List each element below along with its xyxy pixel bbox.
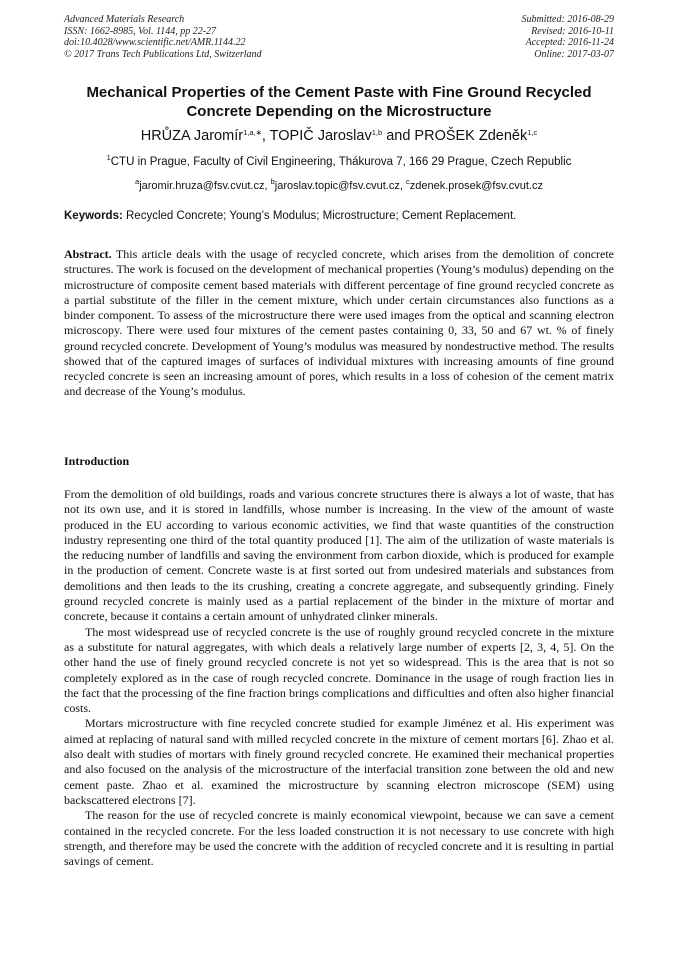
email-separator: , xyxy=(264,180,271,192)
publication-dates xyxy=(522,14,615,60)
affiliation-superscript: 1 xyxy=(106,153,111,162)
author-superscript: 1,c xyxy=(527,128,538,137)
email-link[interactable]: jaroslav.topic@fsv.cvut.cz xyxy=(274,180,400,192)
author-name: PROŠEK Zdeněk xyxy=(414,128,528,144)
email-superscript: a xyxy=(135,177,140,186)
title-line-2: Concrete Depending on the Microstructure xyxy=(186,103,492,120)
doi-link[interactable]: doi:10.4028/www.scientific.net/AMR.1144.22 xyxy=(64,37,246,48)
revised-date: Revised: 2016-10-11 xyxy=(531,25,614,37)
email-superscript: c xyxy=(405,177,410,186)
introduction-heading: Introduction xyxy=(64,454,130,468)
journal-info xyxy=(64,14,262,60)
author-superscript: 1,a,∗ xyxy=(243,128,262,137)
affiliation-text: CTU in Prague, Faculty of Civil Engineering, Thákurova 7, 166 29 Prague, Czech Republic xyxy=(110,156,572,168)
paragraph: The reason for the use of recycled concrete is mainly economical viewpoint, because we can save a cement contained in the recycled concrete. For the less loaded construction it is not necessary to use concrete with high strength, and therefore may be used the concrete with the addition of recycled concrete and it is resulting in partial savings of cement. xyxy=(64,808,614,869)
author-name: TOPIČ Jaroslav xyxy=(269,128,372,144)
author-superscript: 1,b xyxy=(371,128,383,137)
paragraph: The most widespread use of recycled concrete is the use of roughly ground recycled concrete in the mixture as a substitute for natural aggregates, with which deals a relatively large number of experts [2, 3, 4, 5]. On the other hand the use of finely ground recycled concrete is not yet so widespread. This is the area that is not so completely explored as in the case of rough recycled concrete. Dominance in the usage of rough fraction lies in the fact that the processing of the fine fraction brings complications and difficulties and often also higher financial costs. xyxy=(64,624,614,716)
journal-name: Advanced Materials Research xyxy=(64,14,185,25)
accepted-date: Accepted: 2016-11-24 xyxy=(525,37,614,48)
copyright: © 2017 Trans Tech Publications Ltd, Switzerland xyxy=(64,48,262,60)
introduction-body xyxy=(64,487,614,869)
email-link[interactable]: zdenek.prosek@fsv.cvut.cz xyxy=(409,180,543,192)
keywords-text: Recycled Concrete; Young’s Modulus; Microstructure; Cement Replacement. xyxy=(122,210,517,222)
title-line-1: Mechanical Properties of the Cement Paste with Fine Ground Recycled xyxy=(86,84,592,101)
author-list xyxy=(0,127,678,145)
abstract-text: This article deals with the usage of recycled concrete, which arises from the demolition of concrete structures. The work is focused on the development of mechanical properties (Young’s modulus) depending on the microstructure of composite cement based materials with different percentage of fine ground recycled concrete as a partial substitute of the filler in the cement mixture, which under certain circumstances also functions as a binder component. To assess of the microstructure there were used images from the optical and scanning electron microscopy. There were used four mixtures of the cement pastes containing 0, 33, 50 and 67 wt. % of finely ground recycled concrete. Development of Young’s modulus was measured by nondestructive method. The results showed that of the captured images of surfaces of individual mixtures with increasing amounts of fine ground recycled concrete is seen an increasing amount of pores, which results in a loss of cohesion of the cement matrix and decrease of the Young’s modulus. xyxy=(64,247,614,399)
affiliation xyxy=(0,155,678,170)
paragraph: Mortars microstructure with fine recycled concrete studied for example Jiménez et al. His experiment was aimed at replacing of natural sand with milled recycled concrete in the mixture of cement mortars [6]. Zhao et al. also dealt with studies of mortars with finely ground recycled concrete. He examined their mechanical properties and also focused on the analysis of the microstructure of the interfacial transition zone between the old and new cement paste. Zhao et al. examined the microstructure by scanning electron microscope (SEM) using backscattered electrons [7]. xyxy=(64,716,614,807)
email-superscript: b xyxy=(270,177,275,186)
author-separator: and xyxy=(382,128,415,144)
issn-volume: ISSN: 1662-8985, Vol. 1144, pp 22-27 xyxy=(64,25,217,37)
abstract xyxy=(64,247,614,400)
paragraph: From the demolition of old buildings, roads and various concrete structures there is always a lot of waste, that has not its own use, and it is stored in landfills, whose number is increasing. In the view of the amount of waste produced in the EU according to various economic activities, we find that waste quantities of the construction industry representing one third of the total quantity produced [1]. The aim of the utilization of waste materials is the reducing number of landfills and saving the environment from carbon dioxide, which is produced for example in the production of cement. Concrete waste is at first sorted out from undesired materials and substances from demolitions and then leads to the its crushing, creating a concrete aggregate, and subsequently grinding. Finely ground recycled concrete is mainly used as a partial replacement of the binder in the mixture of mortar and concrete, because it contains a certain amount of unhydrated clinker minerals. xyxy=(64,487,614,624)
email-list xyxy=(0,179,678,194)
online-date: Online: 2017-03-07 xyxy=(534,48,614,60)
email-link[interactable]: jaromir.hruza@fsv.cvut.cz xyxy=(139,180,265,192)
author-name: HRŮZA Jaromír xyxy=(140,128,244,144)
submitted-date: Submitted: 2016-08-29 xyxy=(521,14,614,25)
keywords-label: Keywords: xyxy=(64,210,123,222)
abstract-label: Abstract. xyxy=(64,247,112,261)
paper-title xyxy=(40,83,638,121)
keywords xyxy=(64,209,620,224)
author-separator: , xyxy=(261,128,270,144)
email-separator: , xyxy=(399,180,406,192)
